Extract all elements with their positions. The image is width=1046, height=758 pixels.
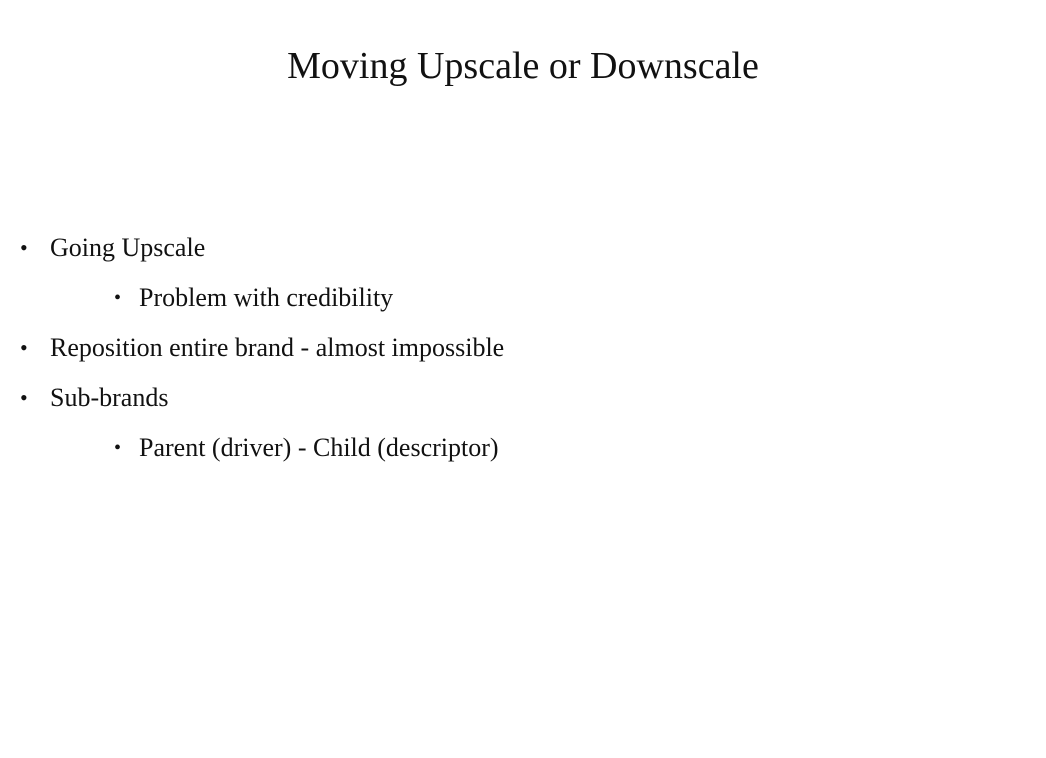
bullet-marker: • bbox=[20, 235, 28, 260]
bullet-item-sub-brands bbox=[0, 373, 1046, 423]
bullet-item-problem-with-credibility bbox=[0, 273, 1046, 323]
bullet-text: Reposition entire brand - almost impossible bbox=[50, 333, 505, 362]
bullet-list bbox=[0, 223, 1046, 473]
bullet-marker: • bbox=[20, 335, 28, 360]
sub-bullet-marker: • bbox=[114, 437, 122, 459]
slide-title: Moving Upscale or Downscale bbox=[287, 45, 759, 87]
bullet-item-parent-child bbox=[0, 423, 1046, 473]
bullet-item-reposition-entire-brand bbox=[0, 323, 1046, 373]
bullet-text: Going Upscale bbox=[50, 233, 206, 262]
sub-bullet-marker: • bbox=[114, 287, 122, 309]
bullet-item-going-upscale bbox=[0, 223, 1046, 273]
sub-bullet-text: Parent (driver) - Child (descriptor) bbox=[139, 433, 499, 462]
bullet-text: Sub-brands bbox=[50, 383, 169, 412]
sub-bullet-text: Problem with credibility bbox=[139, 283, 394, 312]
bullet-marker: • bbox=[20, 385, 28, 410]
